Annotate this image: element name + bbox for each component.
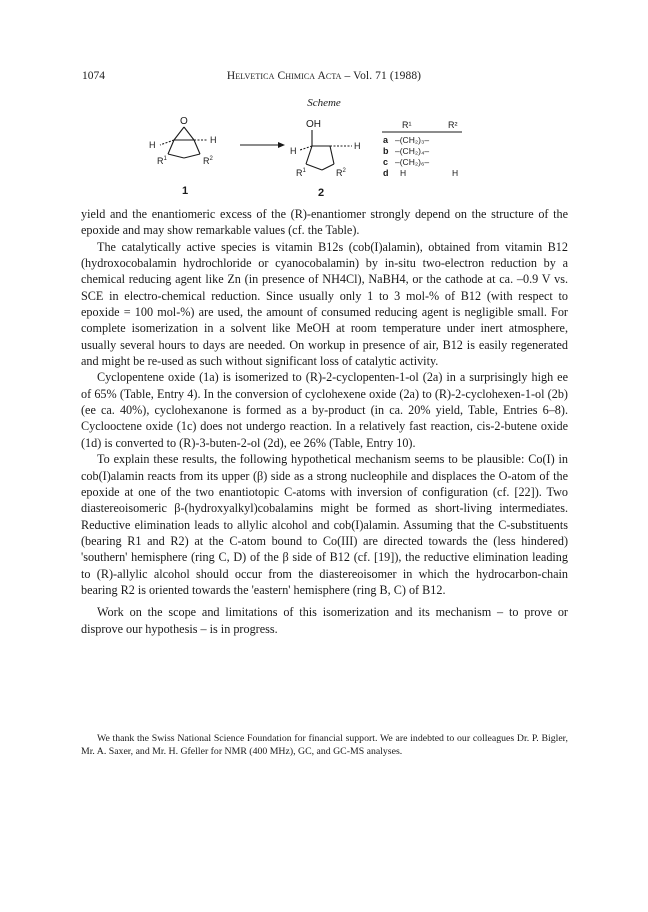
product-bond [306,146,312,164]
paragraph-2: The catalytically active species is vitamin B12s (cob(I)alamin), obtained from vitamin B12 (hydroxocobalamin hydrochloride or cyanocobalamin) by in-situ two-electron reduction by a chemical reducing agent like Zn (in presence of NH4Cl), NaBH4, or the cathode at ca. –0.9 V vs. SCE in electro-chemical reduction. Since usually only 1 to 3 mol-% of B12 (with respect to epoxide = 100 mol-%) are used, the amount of consumed reducing agent is negligible small. For complete isomerization in a solvent like MeOH at room temperature under inert atmosphere, usually several hours to days are needed. On workup in presence of air, B12 is easily regenerated and might be re-used as such without significant loss of catalytic activity. [81,239,568,369]
r1-label: $R^1$ [157,156,167,166]
hydrogen-label: H [149,140,156,150]
compound-1-label: 1 [182,185,189,197]
hydroxyl-label: OH [306,119,321,130]
product-bond [322,164,334,170]
r1-label: $R^1$ [296,168,306,178]
hydrogen-label: H [210,135,217,145]
hydrogen-label: H [354,141,361,151]
journal-name: Helvetica Chimica Acta [226,70,342,82]
table-row-key: c [383,157,389,167]
product-bond [306,164,322,170]
table-row-value: H [400,168,407,178]
product-bond [300,146,312,150]
substituent-bond [168,154,184,158]
compound-2-label: 2 [318,187,325,199]
oxygen-label: O [180,116,188,127]
substituent-bond [168,140,174,154]
volume-info: – Vol. 71 (1988) [344,70,422,82]
page-number: 1074 [82,70,105,82]
paragraph-5: Work on the scope and limitations of this isomerization and its mechanism – to prove or disprove our hypothesis – is in progress. [81,605,568,636]
r2-label: $R^2$ [203,156,213,166]
table-row-key: d [383,168,389,178]
arrow-head [278,142,285,148]
table-header-r2: R² [448,120,458,130]
paragraph-4: To explain these results, the following hypothetical mechanism seems to be plausible: Co(I) in cob(I)alamin reacts from its upper (β) side as a strong nucleophile and displaces the O-atom of the epoxide at one of the two enantiotopic C-atoms with inversion of configuration (cf. [22]). Two diastereoisomeric β-(hydroxyalkyl)cobalamins might be formed as short-living intermediates. Reductive elimination leads to allylic alcohol and cob(I)alamin. Assuming that the C-substituents (bearing R1 and R2) at the C-atom bound to Co(III) are directed towards the (less hindered) 'southern' hemisphere (ring C, D) of the β side of B12 (cf. [19]), the reductive elimination leading to (R)-allylic alcohol should occur from the diastereoisomer in which the hydrocarbon-chain bearing R2 is oriented towards the 'eastern' hemisphere (ring B, C) of B12. [81,452,568,597]
scheme-label: Scheme [307,97,341,109]
epoxide-bond [184,127,194,140]
acknowledgement: We thank the Swiss National Science Foundation for financial support. We are indebted to our colleagues Dr. P. Bigler, Mr. A. Saxer, and Mr. H. Gfeller for NMR (400 MHz), GC, and GC-MS analyses. [81,733,568,758]
table-row-key: b [383,146,389,156]
table-row-value: –(CH₂)₄– [395,146,430,156]
running-head [0,70,648,82]
article-body [81,206,568,637]
substituent-bond [184,154,200,158]
epoxide-bond [174,127,184,140]
table-header-r1: R¹ [402,120,412,130]
table-row-r2: H [452,168,459,178]
substituent-bond [194,140,200,154]
table-row-value: –(CH₂)₃– [395,135,430,145]
paragraph-3: Cyclopentene oxide (1a) is isomerized to (R)-2-cyclopenten-1-ol (2a) in a surprisingly high ee of 65% (Table, Entry 4). In the conversion of cyclohexene oxide (2a) to (R)-2-cyclohexen-1-ol (2b) (ee ca. 40%), cyclohexanone is formed as a by-product (in ca. 20% yield, Table, Entries 6–8). Cyclooctene oxide (1c) does not undergo reaction. In a relatively fast reaction, cis-2-butene oxide (1d) is converted to (R)-3-buten-2-ol (2d), ee 26% (Table, Entry 10). [81,370,568,450]
table-row-key: a [383,135,389,145]
reaction-scheme [130,110,550,200]
paragraph-1: yield and the enantiomeric excess of the (R)-enantiomer strongly depend on the structure of the epoxide and may show remarkable values (cf. the Table). [81,207,568,238]
table-row-value: –(CH₂)₆– [395,157,430,167]
hydrogen-label: H [290,146,297,156]
product-bond [330,146,334,164]
r2-label: $R^2$ [336,168,346,178]
